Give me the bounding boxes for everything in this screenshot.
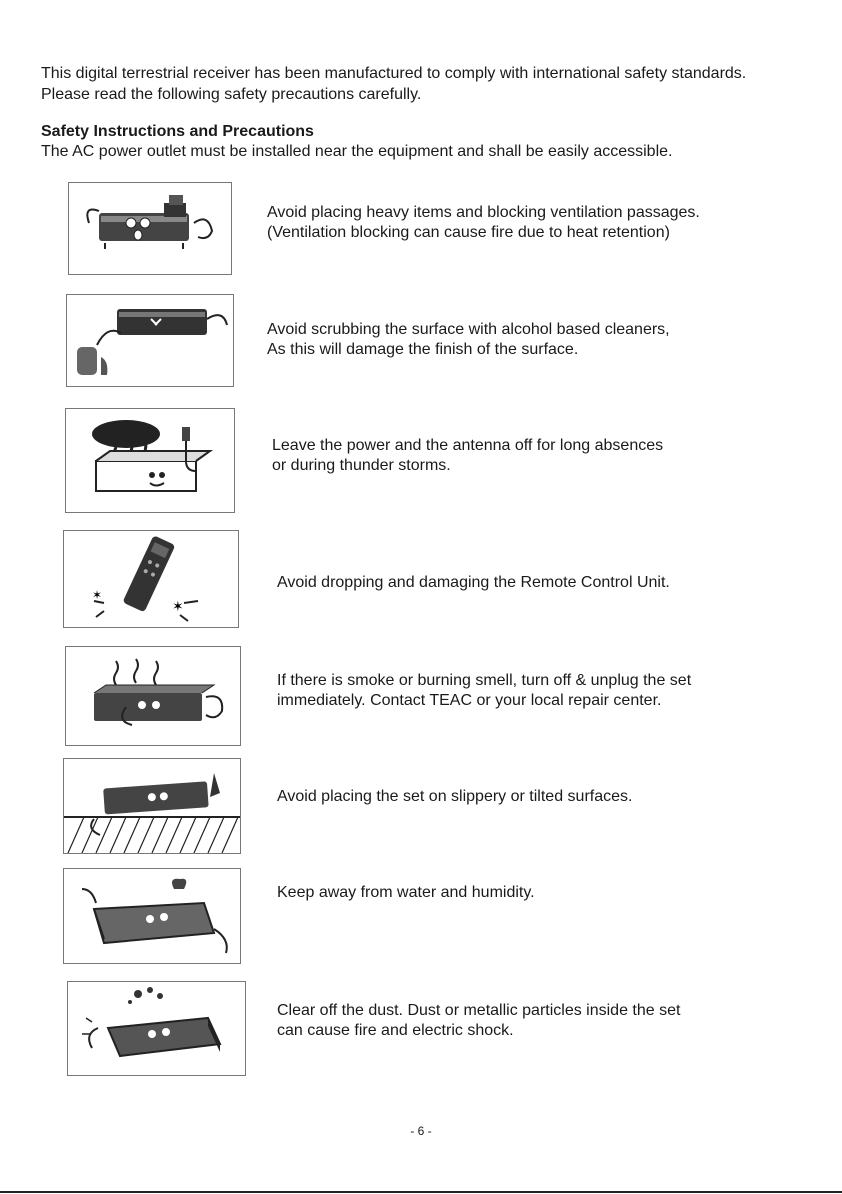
item-7-line-1: Keep away from water and humidity. <box>277 884 535 901</box>
alcohol-cleaner-warning-icon <box>66 294 234 387</box>
intro-line-1: This digital terrestrial receiver has been manufactured to comply with international safety standards. <box>41 65 747 82</box>
bottom-rule <box>0 1191 842 1193</box>
smoke-warning-icon <box>65 646 241 746</box>
item-1-line-2: (Ventilation blocking can cause fire due to heat retention) <box>267 224 670 241</box>
item-3-text <box>272 436 663 476</box>
item-5-text <box>277 671 691 711</box>
item-4-line-1: Avoid dropping and damaging the Remote Control Unit. <box>277 574 670 591</box>
item-2-line-2: As this will damage the finish of the surface. <box>267 341 579 358</box>
item-6-line-1: Avoid placing the set on slippery or tilted surfaces. <box>277 788 633 805</box>
item-8-line-2: can cause fire and electric shock. <box>277 1022 514 1039</box>
outlet-note: The AC power outlet must be installed near the equipment and shall be easily accessible. <box>41 143 673 160</box>
page-number: - 6 - <box>410 1124 432 1138</box>
item-6-text <box>277 787 632 807</box>
item-1-text <box>267 203 700 243</box>
item-2-text <box>267 320 670 360</box>
dropped-remote-icon <box>63 530 239 628</box>
svg-text:✶: ✶ <box>172 599 184 615</box>
water-humidity-icon <box>63 868 241 964</box>
tilted-surface-icon <box>63 758 241 854</box>
item-3-line-1: Leave the power and the antenna off for long absences <box>272 437 664 454</box>
item-8-line-1: Clear off the dust. Dust or metallic particles inside the set <box>277 1002 681 1019</box>
item-7-text <box>277 883 535 903</box>
item-5-line-1: If there is smoke or burning smell, turn off & unplug the set <box>277 672 692 689</box>
section-heading: Safety Instructions and Precautions <box>41 123 314 140</box>
svg-text:✶: ✶ <box>92 588 103 602</box>
item-4-text <box>277 573 670 593</box>
item-1-line-1: Avoid placing heavy items and blocking ventilation passages. <box>267 204 700 221</box>
intro-line-2: Please read the following safety precautions carefully. <box>41 86 422 103</box>
item-5-line-2: immediately. Contact TEAC or your local repair center. <box>277 692 662 709</box>
item-2-line-1: Avoid scrubbing the surface with alcohol based cleaners, <box>267 321 670 338</box>
intro-paragraph <box>41 63 746 105</box>
item-3-line-2: or during thunder storms. <box>272 457 451 474</box>
dust-warning-icon <box>67 981 246 1076</box>
thunderstorm-unplug-icon <box>65 408 235 513</box>
item-8-text <box>277 1001 680 1041</box>
ventilation-warning-icon <box>68 182 232 275</box>
